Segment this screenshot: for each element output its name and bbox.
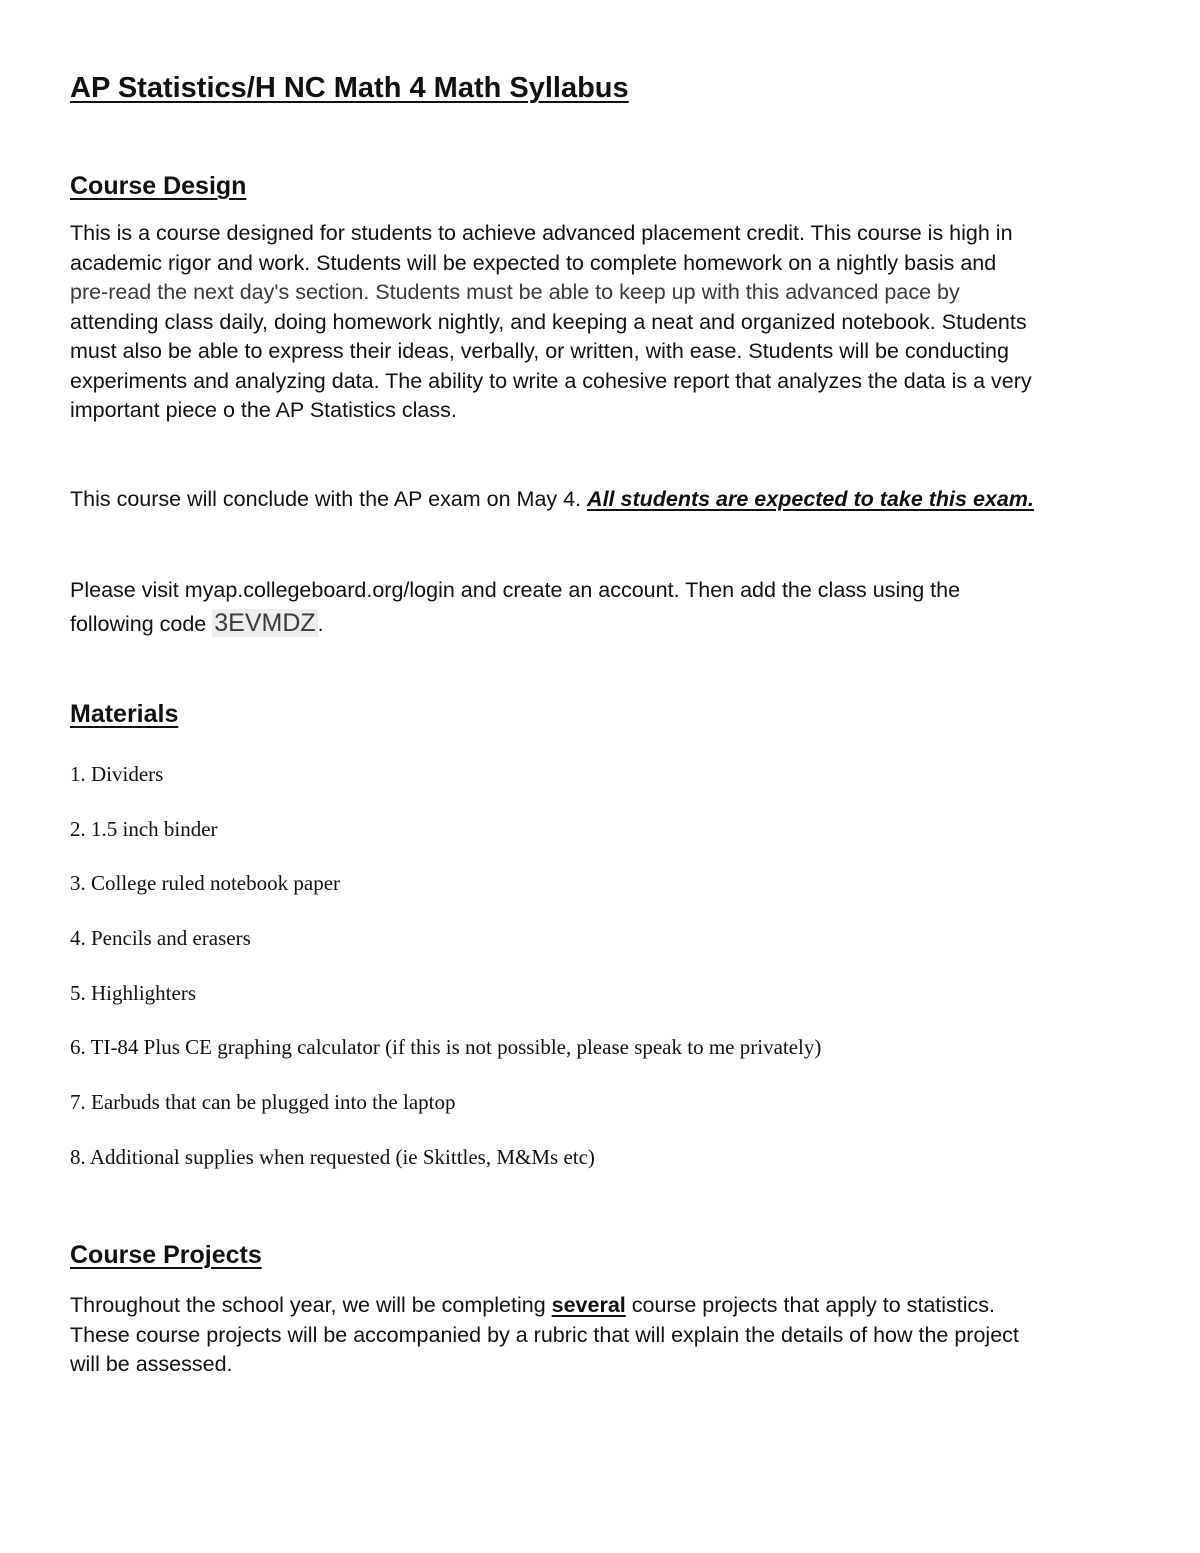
class-code-line xyxy=(70,609,1132,640)
course-design-line: must also be able to express their ideas, verbally, or written, with ease. Students will be conducting xyxy=(70,339,1009,363)
projects-line1-suffix: course projects that apply to statistics. xyxy=(625,1293,996,1317)
course-design-paragraph xyxy=(70,219,1132,426)
course-projects-paragraph xyxy=(70,1291,1132,1380)
class-code-suffix: . xyxy=(317,611,324,636)
course-design-line: experiments and analyzing data. The ability to write a cohesive report that analyzes the data is a very xyxy=(70,368,1032,393)
course-projects-line: will be assessed. xyxy=(70,1352,233,1376)
exam-requirement: All students are expected to take this exam. xyxy=(587,487,1034,511)
course-projects-line xyxy=(70,1291,1132,1321)
course-design-line: pre-read the next day's section. Students must be able to keep up with this advanced pace by xyxy=(70,280,960,304)
course-projects-line: These course projects will be accompanied by a rubric that will explain the details of how the project xyxy=(70,1322,1019,1347)
class-code: 3EVMDZ xyxy=(214,608,316,637)
materials-item: 1. Dividers xyxy=(70,762,164,786)
materials-item: 8. Additional supplies when requested (ie Skittles, M&Ms etc) xyxy=(70,1144,595,1169)
course-design-line: academic rigor and work. Students will be expected to complete homework on a nightly basis and xyxy=(70,250,997,275)
materials-item: 4. Pencils and erasers xyxy=(70,926,251,951)
materials-item: 7. Earbuds that can be plugged into the laptop xyxy=(70,1090,456,1115)
collegeboard-paragraph xyxy=(70,576,1132,639)
projects-line1-prefix: Throughout the school year, we will be completing xyxy=(70,1293,552,1317)
materials-item: 3. College ruled notebook paper xyxy=(70,871,341,896)
materials-list xyxy=(70,760,821,1198)
materials-item: 2. 1.5 inch binder xyxy=(70,816,218,841)
materials-item: 5. Highlighters xyxy=(70,980,196,1005)
collegeboard-line: Please visit myap.collegeboard.org/login and create an account. Then add the class using the xyxy=(70,578,961,602)
class-code-prefix: following code xyxy=(70,611,213,636)
exam-text: This course will conclude with the AP exam on May 4. xyxy=(70,487,588,511)
course-design-heading: Course Design xyxy=(70,172,247,200)
course-projects-heading: Course Projects xyxy=(70,1241,262,1269)
course-design-line: This is a course designed for students to achieve advanced placement credit. This course is high in xyxy=(70,221,1013,245)
exam-paragraph xyxy=(70,485,1132,515)
document-title: AP Statistics/H NC Math 4 Math Syllabus xyxy=(70,72,629,104)
materials-heading: Materials xyxy=(70,700,179,728)
course-design-line: attending class daily, doing homework nightly, and keeping a neat and organized notebook. Students xyxy=(70,309,1027,334)
course-design-line: important piece o the AP Statistics class. xyxy=(70,398,457,422)
materials-item: 6. TI-84 Plus CE graphing calculator (if this is not possible, please speak to me privately) xyxy=(70,1035,822,1060)
exam-line xyxy=(70,485,1132,515)
projects-emphasis: several xyxy=(551,1293,626,1317)
